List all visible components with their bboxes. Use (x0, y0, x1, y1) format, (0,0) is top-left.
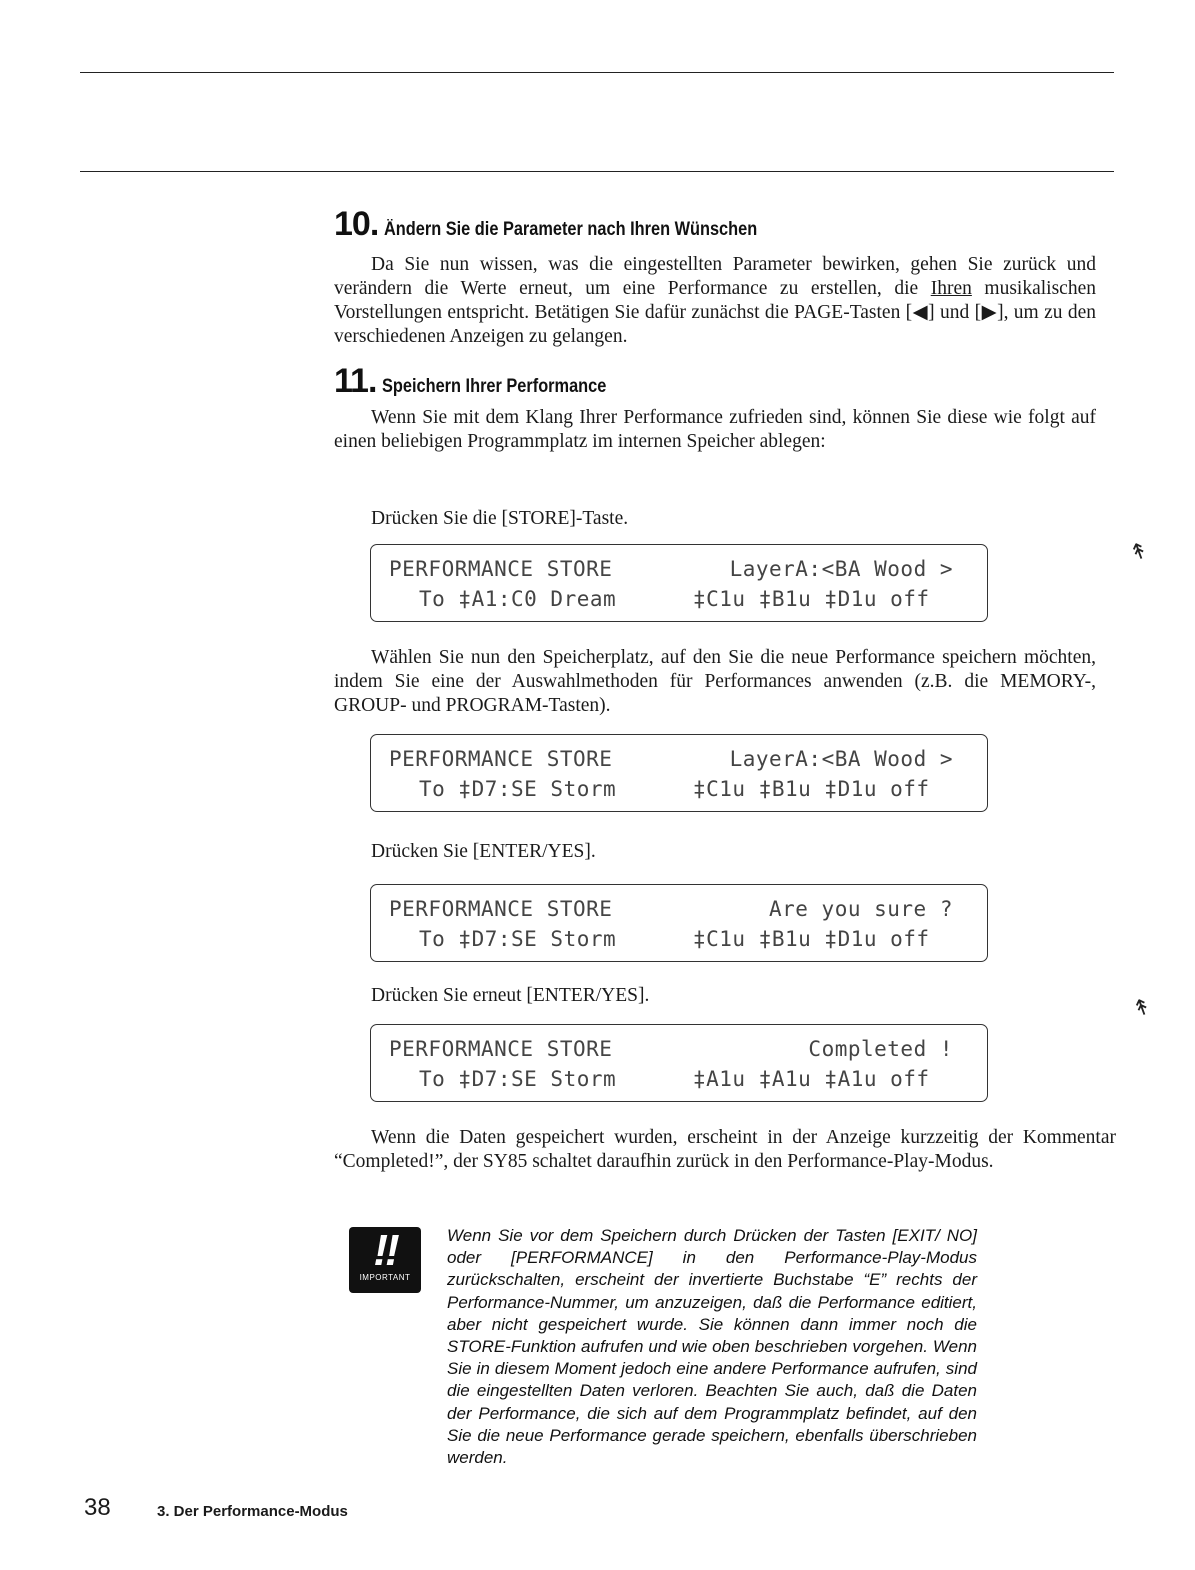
paragraph-text: musikalischen Vorstellungen entspricht. Betätigen Sie dafür zunächst die PAGE-Tasten [◀] und [▶], um zu den verschiedenen Anzeigen zu gelangen. (334, 278, 1096, 347)
lcd-screen (370, 1024, 988, 1102)
lcd-line2-right: ‡C1u ‡B1u ‡D1u off (693, 587, 930, 611)
lcd-line1-left: PERFORMANCE STORE (389, 1037, 613, 1061)
top-rule (80, 72, 1114, 73)
chapter-title: 3. Der Performance-Modus (157, 1503, 348, 1520)
lcd-line2-right: ‡C1u ‡B1u ‡D1u off (693, 927, 930, 951)
paragraph-text: Wenn Sie mit dem Klang Ihrer Performance zufrieden sind, können Sie diese wie folgt auf einen beliebigen Programmplatz im internen Speicher ablegen: (334, 407, 1096, 452)
lcd-line2-left: To ‡D7:SE Storm (419, 1067, 617, 1091)
page-number: 38 (84, 1494, 111, 1521)
lcd-line1-left: PERFORMANCE STORE (389, 747, 613, 771)
paragraph-text: Da Sie nun wissen, was die eingestellten Parameter bewirken, gehen Sie zurück und verändern die Werte erneut, um eine Performance zu erstellen, die (334, 254, 1096, 299)
important-note: Wenn Sie vor dem Speichern durch Drücken der Tasten [EXIT/ NO] oder [PERFORMANCE] in den Performance-Play-Modus zurückschalten, erscheint der invertierte Buchstabe “E” rechts der Performance-Nummer, um anzuzeigen, daß die Performance editiert, aber nicht gespeichert wurde. Sie können dann immer noch die STORE-Funktion aufrufen und wie oben beschrieben vorgehen. Wenn Sie in diesem Moment jedoch eine andere Performance aufrufen, sind die eingestellten Daten verloren. Beachten Sie auch, daß die Daten der Performance, die sich auf dem Programmplatz befindet, auf den Sie die neue Performance gerade speichern, ebenfalls überschrieben werden. (447, 1226, 977, 1468)
lcd-line1-left: PERFORMANCE STORE (389, 557, 613, 581)
step-title: Speichern Ihrer Performance (382, 376, 607, 397)
step-title: Ändern Sie die Parameter nach Ihren Wünschen (384, 219, 758, 240)
paragraph-text: Wenn die Daten gespeichert wurden, erscheint in der Anzeige kurzzeitig der Kommentar “Completed!”, der SY85 schaltet daraufhin zurück in den Performance-Play-Modus. (334, 1127, 1116, 1172)
lcd-screen (370, 884, 988, 962)
step-10-paragraph (334, 253, 1096, 349)
lcd-screen (370, 734, 988, 812)
step-11-intro (334, 406, 1096, 454)
lcd-line2-left: To ‡D7:SE Storm (419, 927, 617, 951)
press-enter-instruction: Drücken Sie [ENTER/YES]. (371, 841, 596, 862)
lcd-line2-right: ‡A1u ‡A1u ‡A1u off (693, 1067, 930, 1091)
underlined-word: Ihren (930, 278, 972, 299)
lcd-line1-right: Completed ! (808, 1037, 953, 1061)
lcd-line2-left: To ‡D7:SE Storm (419, 777, 617, 801)
lcd-line2-right: ‡C1u ‡B1u ‡D1u off (693, 777, 930, 801)
important-label: IMPORTANT (359, 1273, 411, 1282)
section-rule (80, 171, 1114, 172)
step-number: 10. (334, 205, 379, 243)
choose-location-paragraph (334, 646, 1096, 718)
step-10-heading (334, 205, 818, 244)
lcd-line1-right: LayerA:<BA Wood > (729, 747, 953, 771)
press-enter-again-instruction: Drücken Sie erneut [ENTER/YES]. (371, 985, 650, 1006)
press-store-instruction: Drücken Sie die [STORE]-Taste. (371, 508, 629, 529)
lcd-line1-right: LayerA:<BA Wood > (729, 557, 953, 581)
lcd-line1-right: Are you sure ? (768, 897, 953, 921)
important-icon (349, 1227, 421, 1293)
completed-paragraph (334, 1126, 1116, 1174)
lcd-screen (370, 544, 988, 622)
exclamation-icon: !! (373, 1226, 397, 1275)
lcd-line2-left: To ‡A1:C0 Dream (419, 587, 617, 611)
margin-mark-icon: ↟ (1126, 537, 1153, 568)
margin-mark-icon: ↟ (1129, 993, 1156, 1024)
step-11-heading (334, 362, 643, 401)
step-number: 11. (334, 362, 377, 400)
lcd-line1-left: PERFORMANCE STORE (389, 897, 613, 921)
paragraph-text: Wählen Sie nun den Speicherplatz, auf den Sie die neue Performance speichern möchten, indem Sie eine der Auswahlmethoden für Performances anwenden (z.B. die MEMORY-, GROUP- und PROGRAM-Tasten). (334, 647, 1096, 716)
